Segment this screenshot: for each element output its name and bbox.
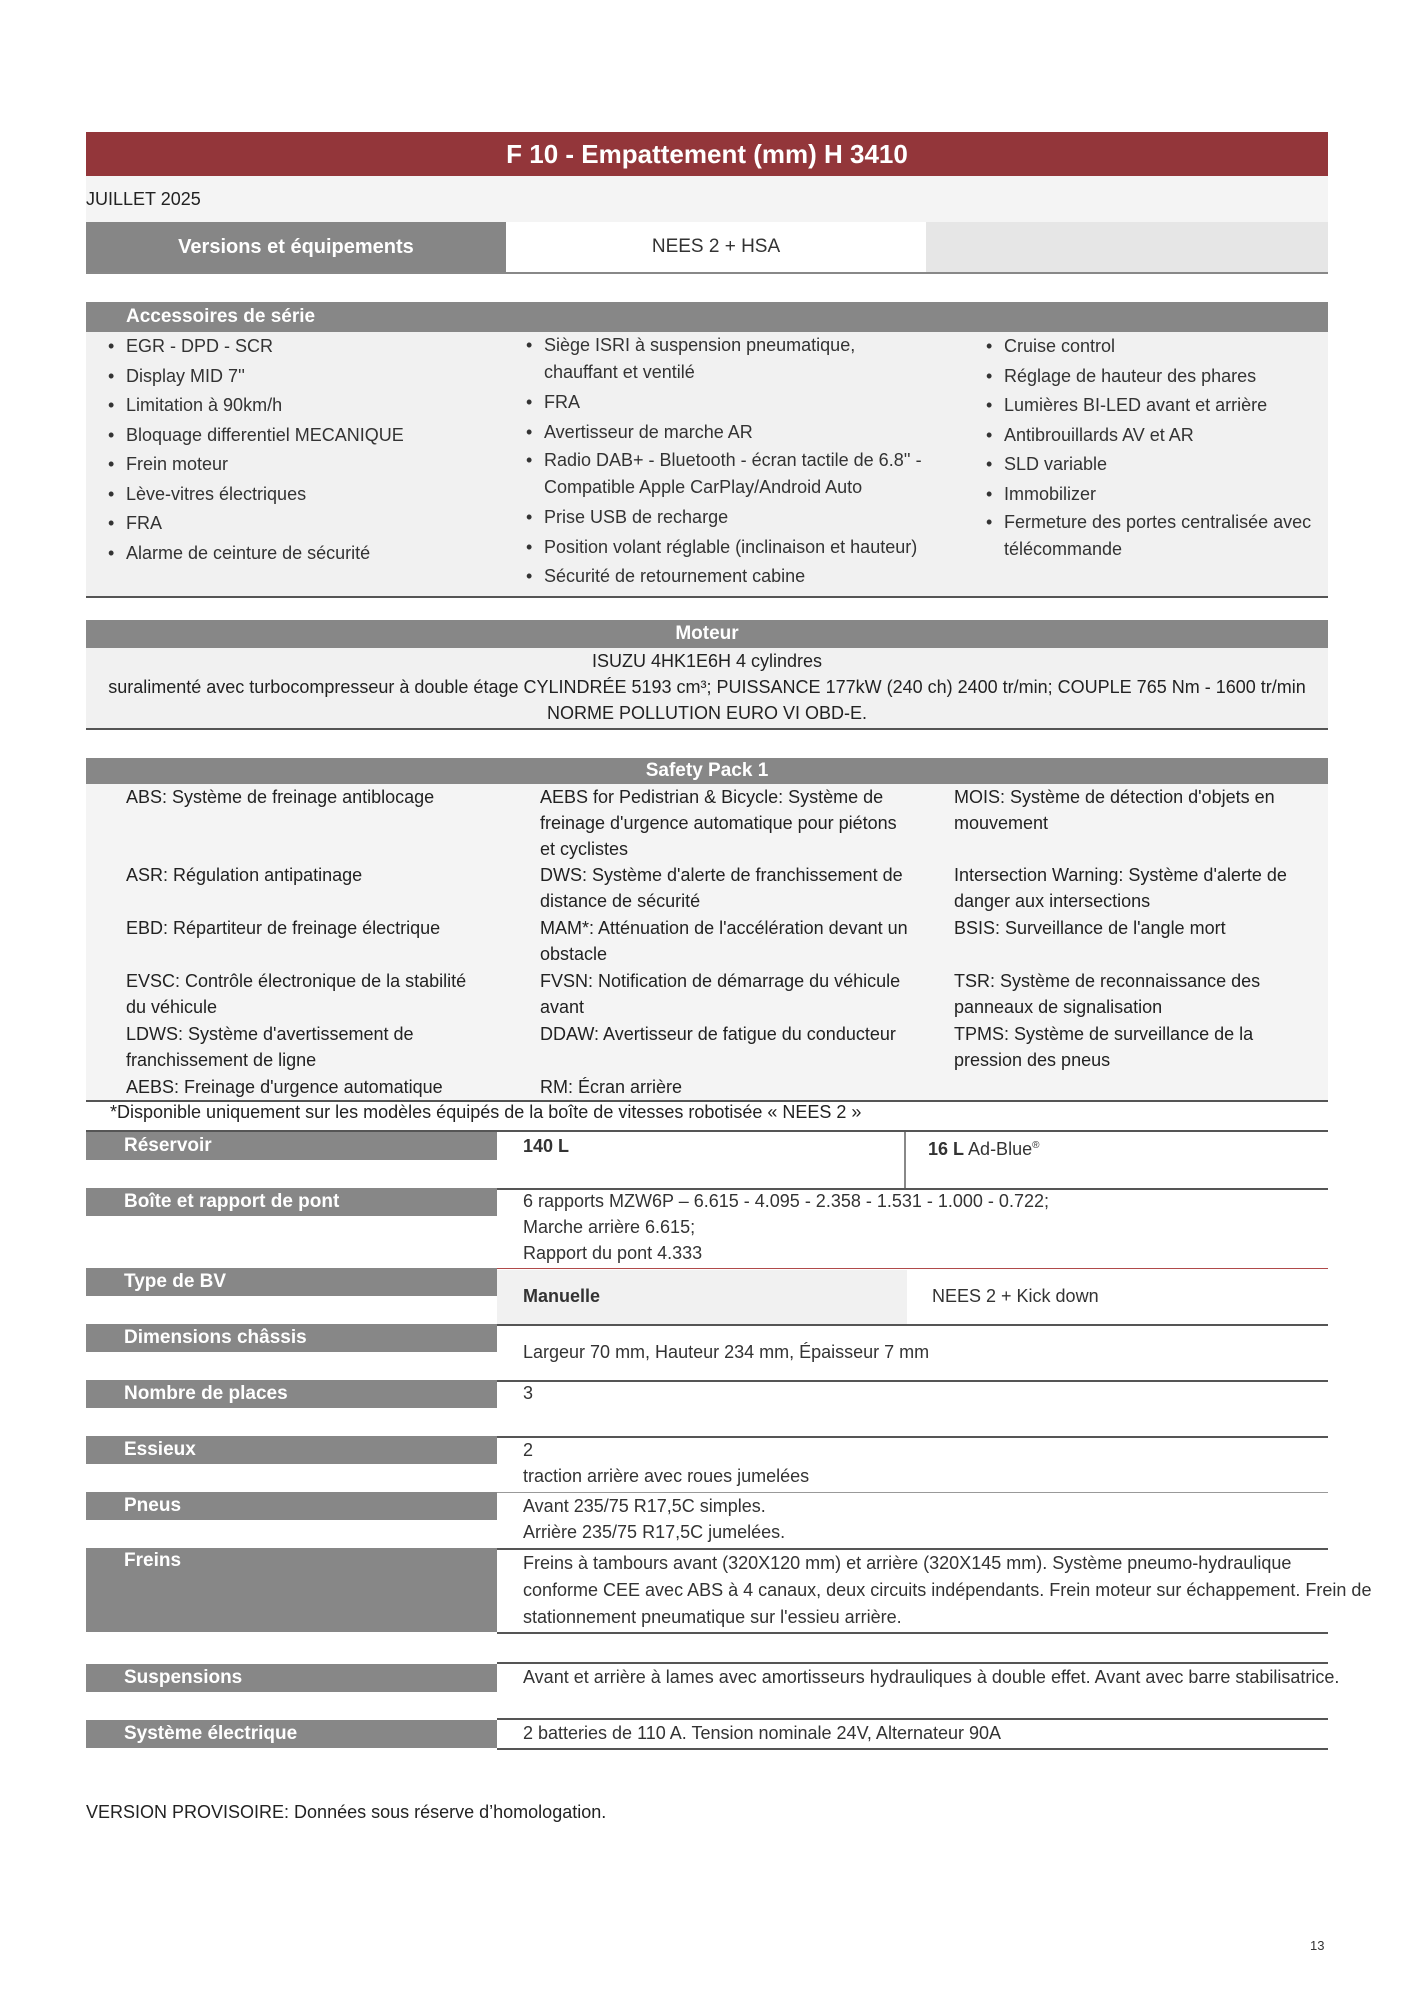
pneus-value: Avant 235/75 R17,5C simples. Arrière 235/75 R17,5C jumelées. <box>523 1496 786 1542</box>
moteur-line1: ISUZU 4HK1E6H 4 cylindres <box>591 651 823 671</box>
type-bv-value2: NEES 2 + Kick down <box>932 1286 1099 1306</box>
accessoires-col1 <box>108 332 488 568</box>
versions-label: Versions et équipements <box>86 222 506 272</box>
accessoires-col2 <box>526 332 926 592</box>
safety-item: TSR: Système de reconnaissance des panneaux de signalisation <box>954 971 1261 1017</box>
places-value: 3 <box>523 1383 534 1403</box>
list-item: • FRA <box>526 388 926 418</box>
divider <box>497 1324 1328 1326</box>
list-item: • Cruise control <box>986 332 1316 362</box>
list-item: • Prise USB de recharge <box>526 503 926 533</box>
freins-label: Freins <box>86 1548 497 1632</box>
essieux-label: Essieux <box>86 1436 497 1464</box>
list-item: • SLD variable <box>986 450 1316 480</box>
boite-value: 6 rapports MZW6P – 6.615 - 4.095 - 2.358 - 1.531 - 1.000 - 0.722; Marche arrière 6.615; Rapport du pont 4.333 <box>523 1191 1049 1263</box>
version-nees2-hsa: NEES 2 + HSA <box>506 222 926 272</box>
safety-item: DDAW: Avertisseur de fatigue du conducteur <box>540 1024 896 1044</box>
list-item: • Lumières BI-LED avant et arrière <box>986 391 1316 421</box>
list-item: • Bloquage differentiel MECANIQUE <box>108 421 488 451</box>
safety-footnote: *Disponible uniquement sur les modèles équipés de la boîte de vitesses robotisée « NEES 2 » <box>110 1102 862 1122</box>
pneus-label: Pneus <box>86 1492 497 1520</box>
safety-item: RM: Écran arrière <box>540 1077 683 1097</box>
dimensions-value: Largeur 70 mm, Hauteur 234 mm, Épaisseur 7 mm <box>523 1342 930 1362</box>
versions-row <box>86 222 1328 274</box>
safety-item: EBD: Répartiteur de freinage électrique <box>126 918 441 938</box>
accessoires-col3 <box>986 332 1316 563</box>
list-item: • Alarme de ceinture de sécurité <box>108 539 488 569</box>
divider <box>904 1132 906 1188</box>
suspensions-label: Suspensions <box>86 1664 497 1692</box>
divider <box>497 1380 1328 1382</box>
list-item: • Antibrouillards AV et AR <box>986 421 1316 451</box>
moteur-line2: suralimenté avec turbocompresseur à double étage CYLINDRÉE 5193 cm³; PUISSANCE 177kW (240 ch) 2400 tr/min; COUPLE 765 Nm - 1600 tr/min <box>108 677 1306 697</box>
list-item: • Sécurité de retournement cabine <box>526 562 926 592</box>
safety-item: AEBS for Pedistrian & Bicycle: Système de freinage d'urgence automatique pour piétons et cyclistes <box>540 787 897 859</box>
list-item: • Radio DAB+ - Bluetooth - écran tactile de 6.8'' - Compatible Apple CarPlay/Android Auto <box>526 447 926 501</box>
date-label: JUILLET 2025 <box>86 188 201 209</box>
reservoir-value2: 16 L Ad-Blue® <box>928 1139 1040 1159</box>
list-item: • Avertisseur de marche AR <box>526 418 926 448</box>
essieux-value: 2 traction arrière avec roues jumelées <box>523 1440 810 1486</box>
safety-item: Intersection Warning: Système d'alerte de danger aux intersections <box>954 865 1287 911</box>
accessoires-heading: Accessoires de série <box>86 302 1328 332</box>
electrique-label: Système électrique <box>86 1720 497 1748</box>
list-item: • Siège ISRI à suspension pneumatique, chauffant et ventilé <box>526 332 926 386</box>
safety-item: FVSN: Notification de démarrage du véhicule avant <box>540 971 901 1017</box>
suspensions-value: Avant et arrière à lames avec amortisseurs hydrauliques à double effet. Avant avec barre stabilisatrice. <box>523 1667 1340 1687</box>
page-title: F 10 - Empattement (mm) H 3410 <box>86 132 1328 176</box>
type-bv-label: Type de BV <box>86 1268 497 1296</box>
reservoir-value1: 140 L <box>523 1136 570 1156</box>
safety-item: BSIS: Surveillance de l'angle mort <box>954 918 1226 938</box>
moteur-body <box>86 648 1328 730</box>
divider <box>497 1632 1328 1634</box>
list-item: • Lève-vitres électriques <box>108 480 488 510</box>
version-empty <box>926 222 1328 272</box>
safety-item: DWS: Système d'alerte de franchissement de distance de sécurité <box>540 865 903 911</box>
list-item: • Réglage de hauteur des phares <box>986 362 1316 392</box>
list-item: • Position volant réglable (inclinaison et hauteur) <box>526 533 926 563</box>
list-item: • FRA <box>108 509 488 539</box>
provisoire-note: VERSION PROVISOIRE: Données sous réserve d’homologation. <box>86 1802 607 1822</box>
divider <box>497 1268 1328 1269</box>
freins-value: Freins à tambours avant (320X120 mm) et arrière (320X145 mm). Système pneumo-hydraulique conforme CEE avec ABS à 4 canaux, deux circuits indépendants. Frein moteur sur échappement. Frein de stationnement pneumatique sur l'essieu arrière. <box>523 1553 1372 1627</box>
moteur-line3: NORME POLLUTION EURO VI OBD-E. <box>546 703 868 723</box>
safety-item: MAM*: Atténuation de l'accélération devant un obstacle <box>540 918 908 964</box>
accessoires-body <box>86 332 1328 598</box>
type-bv-value1: Manuelle <box>523 1286 601 1306</box>
places-label: Nombre de places <box>86 1380 497 1408</box>
dimensions-label: Dimensions châssis <box>86 1324 497 1352</box>
safety-item: AEBS: Freinage d'urgence automatique <box>126 1077 443 1097</box>
safety-item: ABS: Système de freinage antiblocage <box>126 787 435 807</box>
list-item: • Immobilizer <box>986 480 1316 510</box>
electrique-value: 2 batteries de 110 A. Tension nominale 24V, Alternateur 90A <box>523 1723 1002 1743</box>
list-item: • EGR - DPD - SCR <box>108 332 488 362</box>
safety-heading: Safety Pack 1 <box>86 758 1328 784</box>
moteur-heading: Moteur <box>86 620 1328 648</box>
safety-item: LDWS: Système d'avertissement de franchissement de ligne <box>126 1024 414 1070</box>
safety-item: TPMS: Système de surveillance de la pression des pneus <box>954 1024 1254 1070</box>
safety-item: MOIS: Système de détection d'objets en mouvement <box>954 787 1275 833</box>
boite-label: Boîte et rapport de pont <box>86 1188 497 1216</box>
safety-item: EVSC: Contrôle électronique de la stabilité du véhicule <box>126 971 467 1017</box>
list-item: • Fermeture des portes centralisée avec télécommande <box>986 509 1316 563</box>
reservoir-label: Réservoir <box>86 1132 497 1160</box>
divider <box>497 1748 1328 1750</box>
safety-item: ASR: Régulation antipatinage <box>126 865 363 885</box>
safety-body <box>86 784 1328 1102</box>
list-item: • Frein moteur <box>108 450 488 480</box>
page-number: 13 <box>1310 1938 1325 1953</box>
list-item: • Limitation à 90km/h <box>108 391 488 421</box>
list-item: • Display MID 7'' <box>108 362 488 392</box>
date-row <box>86 176 1328 222</box>
